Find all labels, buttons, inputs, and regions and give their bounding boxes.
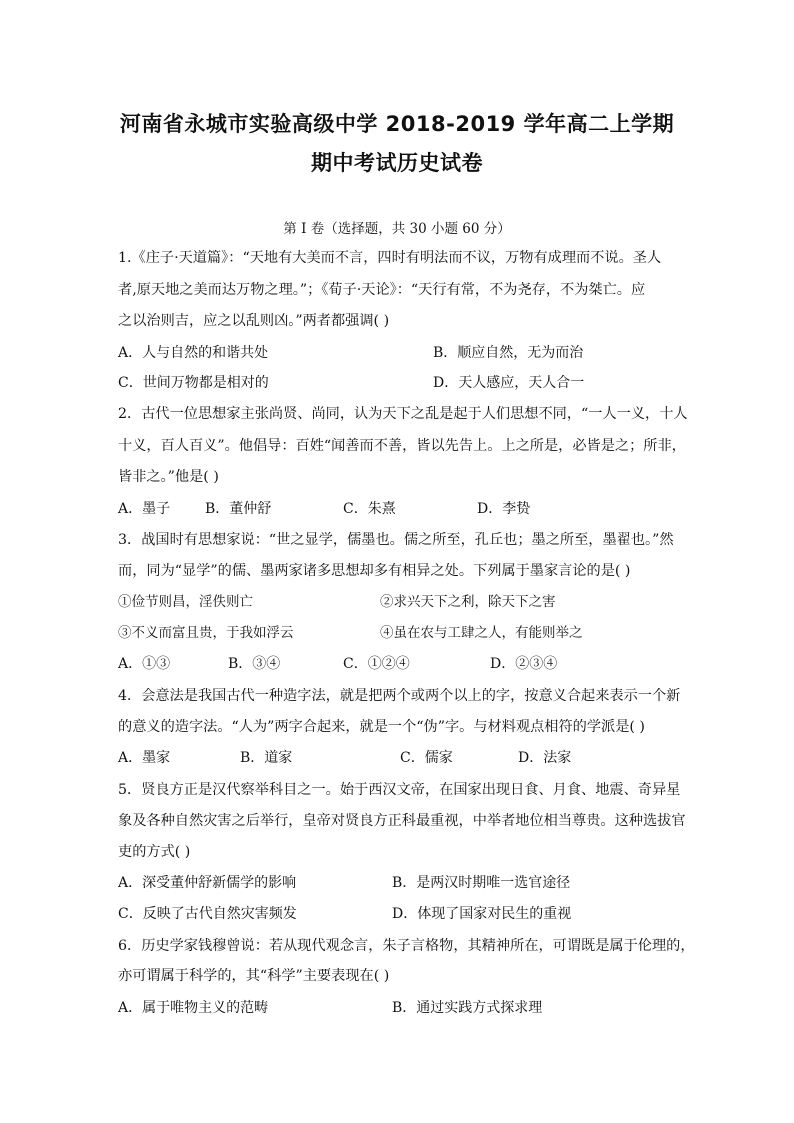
question-1-option-b: B．顺应自然，无为而治 [433, 345, 584, 361]
question-3-item-4: ④虽在农与工肆之人，有能则举之 [380, 625, 583, 641]
question-1-option-d: D．天人感应，天人合一 [433, 375, 585, 391]
question-4-line-1: 4．会意法是我国古代一种造字法，就是把两个或两个以上的字，按意义合起来表示一个新 [118, 688, 681, 704]
question-3-line-1: 3．战国时有思想家说：“世之显学，儒墨也。儒之所至，孔丘也；墨之所至，墨翟也。”然 [118, 532, 674, 548]
question-3-option-a: A．①③ [118, 656, 171, 672]
question-3-item-1: ①俭节则昌，淫佚则亡 [118, 594, 253, 610]
question-5-option-a: A．深受董仲舒新儒学的影响 [118, 875, 297, 891]
question-4-line-2: 的意义的造字法。“人为”两字合起来，就是一个“伪”字。与材料观点相符的学派是( ) [118, 719, 645, 735]
question-1-option-a: A．人与自然的和谐共处 [118, 345, 269, 361]
question-1-option-c: C．世间万物都是相对的 [118, 375, 269, 391]
question-1-line-3: 之以治则吉，应之以乱则凶。”两者都强调( ) [118, 313, 390, 329]
question-1-line-2: 者,原天地之美而达万物之理。”；《荀子·天论》：“天行有常，不为尧存，不为桀亡。应 [118, 282, 646, 298]
question-3-item-2: ②求兴天下之利，除天下之害 [380, 594, 556, 610]
question-2-line-3: 皆非之。”他是( ) [118, 469, 219, 485]
question-5-line-2: 象及各种自然灾害之后举行，皇帝对贤良方正科最重视，中举者地位相当尊贵。这种选拔官 [118, 813, 686, 829]
question-4-option-d: D．法家 [518, 750, 572, 766]
question-2-line-1: 2．古代一位思想家主张尚贤、尚同，认为天下之乱是起于人们思想不同，“一人一义，十人 [118, 406, 688, 422]
question-5-line-3: 吏的方式( ) [118, 844, 191, 860]
question-1-line-1: 1.《庄子·天道篇》：“天地有大美而不言，四时有明法而不议，万物有成理而不说。圣人 [118, 250, 662, 266]
question-5-option-b: B．是两汉时期唯一选官途径 [392, 875, 571, 891]
question-5-option-c: C．反映了古代自然灾害频发 [118, 906, 297, 922]
question-2-option-d: D．李贽 [477, 501, 531, 517]
question-4-option-c: C．儒家 [400, 750, 453, 766]
exam-title-line-2: 期中考试历史试卷 [311, 151, 483, 175]
question-6-line-1: 6．历史学家钱穆曾说：若从现代观念言，朱子言格物，其精神所在，可谓既是属于伦理的， [118, 938, 695, 954]
section-header: 第 I 卷（选择题，共 30 小题 60 分） [283, 221, 511, 237]
question-6-option-a: A．属于唯物主义的范畴 [118, 1000, 269, 1016]
exam-title-line-1: 河南省永城市实验高级中学 2018-2019 学年高二上学期 [119, 112, 675, 136]
question-3-line-2: 而，同为“显学”的儒、墨两家诸多思想却多有相异之处。下列属于墨家言论的是( ) [118, 563, 631, 579]
question-2-option-a: A．墨子 [118, 501, 171, 517]
question-6-option-b: B．通过实践方式探求理 [392, 1000, 543, 1016]
question-2-option-c: C．朱熹 [343, 501, 396, 517]
question-3-option-c: C．①②④ [343, 656, 410, 672]
question-2-line-2: 十义，百人百义”。他倡导：百姓“闻善而不善，皆以先告上。上之所是，必皆是之；所非， [118, 438, 686, 454]
question-3-item-3: ③不义而富且贵，于我如浮云 [118, 625, 294, 641]
question-3-option-b: B．③④ [228, 656, 281, 672]
question-6-line-2: 亦可谓属于科学的，其“科学”主要表现在( ) [118, 968, 390, 984]
question-5-line-1: 5．贤良方正是汉代察举科目之一。始于西汉文帝，在国家出现日食、月食、地震、奇异星 [118, 782, 681, 798]
question-2-option-b: B．董仲舒 [205, 501, 272, 517]
question-3-option-d: D．②③④ [490, 656, 558, 672]
question-4-option-a: A．墨家 [118, 750, 171, 766]
question-4-option-b: B．道家 [240, 750, 293, 766]
question-5-option-d: D．体现了国家对民生的重视 [392, 906, 572, 922]
